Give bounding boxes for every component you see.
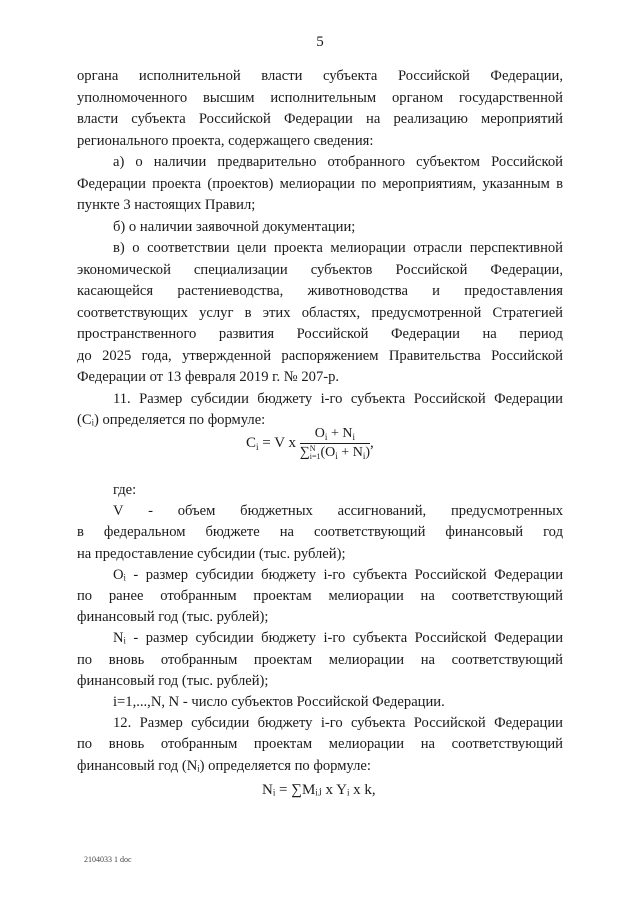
text-line: уполномоченного высшим исполнительным органом государственной <box>77 89 563 106</box>
formula-numerator: $O_i + N_i$ <box>300 426 370 444</box>
document-footer-code: 2104033 1 doc <box>84 855 132 864</box>
text-line: на предоставление субсидии (тыс. рублей); <box>77 545 346 562</box>
text-line: в федеральном бюджете на соответствующий финансовый год <box>77 524 563 541</box>
text-line: пространственного развития Российской Федерации на период <box>77 326 563 342</box>
text-line: а) о наличии предварительно отобранного субъектом Российской <box>113 154 563 170</box>
text-line: власти субъекта Российской Федерации на реализацию мероприятий <box>77 111 563 127</box>
text-line: Федерации проекта (проектов) мелиорации по мероприятиям, указанным в <box>77 175 563 192</box>
text-line: V - объем бюджетных ассигнований, предусмотренных <box>113 503 563 520</box>
text-line: органа исполнительной власти субъекта Российской Федерации, <box>77 68 563 84</box>
formula-tail: , <box>370 435 374 452</box>
text-line: в) о соответствии цели проекта мелиорации отрасли перспективной <box>113 240 563 256</box>
text-line: б) о наличии заявочной документации; <box>113 218 356 235</box>
formula-lhs: $C_i = V$ x <box>246 435 300 453</box>
text-line: финансовый год (Nᵢ) определяется по формуле: <box>77 757 371 774</box>
text-line: (Cᵢ) определяется по формуле: <box>77 412 266 428</box>
formula-subsidy-ni: Nᵢ = ∑Mᵢⱼ x Yᵢ x k, <box>262 782 376 798</box>
text-line: по вновь отобранным проектам мелиорации на соответствующий <box>77 736 563 753</box>
text-line: экономической специализации субъектов Российской Федерации, <box>77 261 563 278</box>
page-number: 5 <box>316 34 324 50</box>
text-line: соответствующих услуг в этих областях, предусмотренной Стратегией <box>77 304 563 321</box>
text-line: 11. Размер субсидии бюджету i-го субъекта Российской Федерации <box>113 390 563 407</box>
text-line: по ранее отобранным проектам мелиорации на соответствующий <box>77 588 563 604</box>
formula-denominator: ∑N $i=1(O_i + N_i)$ <box>299 444 370 462</box>
text-line: финансовый год (тыс. рублей); <box>77 609 269 626</box>
text-line: Федерации от 13 февраля 2019 г. № 207-р. <box>77 369 340 385</box>
text-line: Nᵢ - размер субсидии бюджету i-го субъекта Российской Федерации <box>113 630 563 647</box>
text-line: финансовый год (тыс. рублей); <box>77 672 269 689</box>
text-line: i=1,...,N, N - число субъектов Российской Федерации. <box>113 694 445 710</box>
text-line: пункте 3 настоящих Правил; <box>77 197 256 213</box>
text-line: Oᵢ - размер субсидии бюджету i-го субъекта Российской Федерации <box>113 566 563 583</box>
text-line: где: <box>113 482 137 498</box>
text-line: до 2025 года, утвержденной распоряжением Правительства Российской <box>77 347 563 364</box>
text-line: 12. Размер субсидии бюджету i-го субъекта Российской Федерации <box>113 715 563 732</box>
text-line: по вновь отобранным проектам мелиорации на соответствующий <box>77 651 563 668</box>
formula-fraction <box>300 426 370 461</box>
text-line: касающейся растениеводства, животноводства и предоставления <box>77 283 563 299</box>
text-line: регионального проекта, содержащего сведения: <box>77 132 374 149</box>
formula-subsidy-ci <box>246 426 374 461</box>
